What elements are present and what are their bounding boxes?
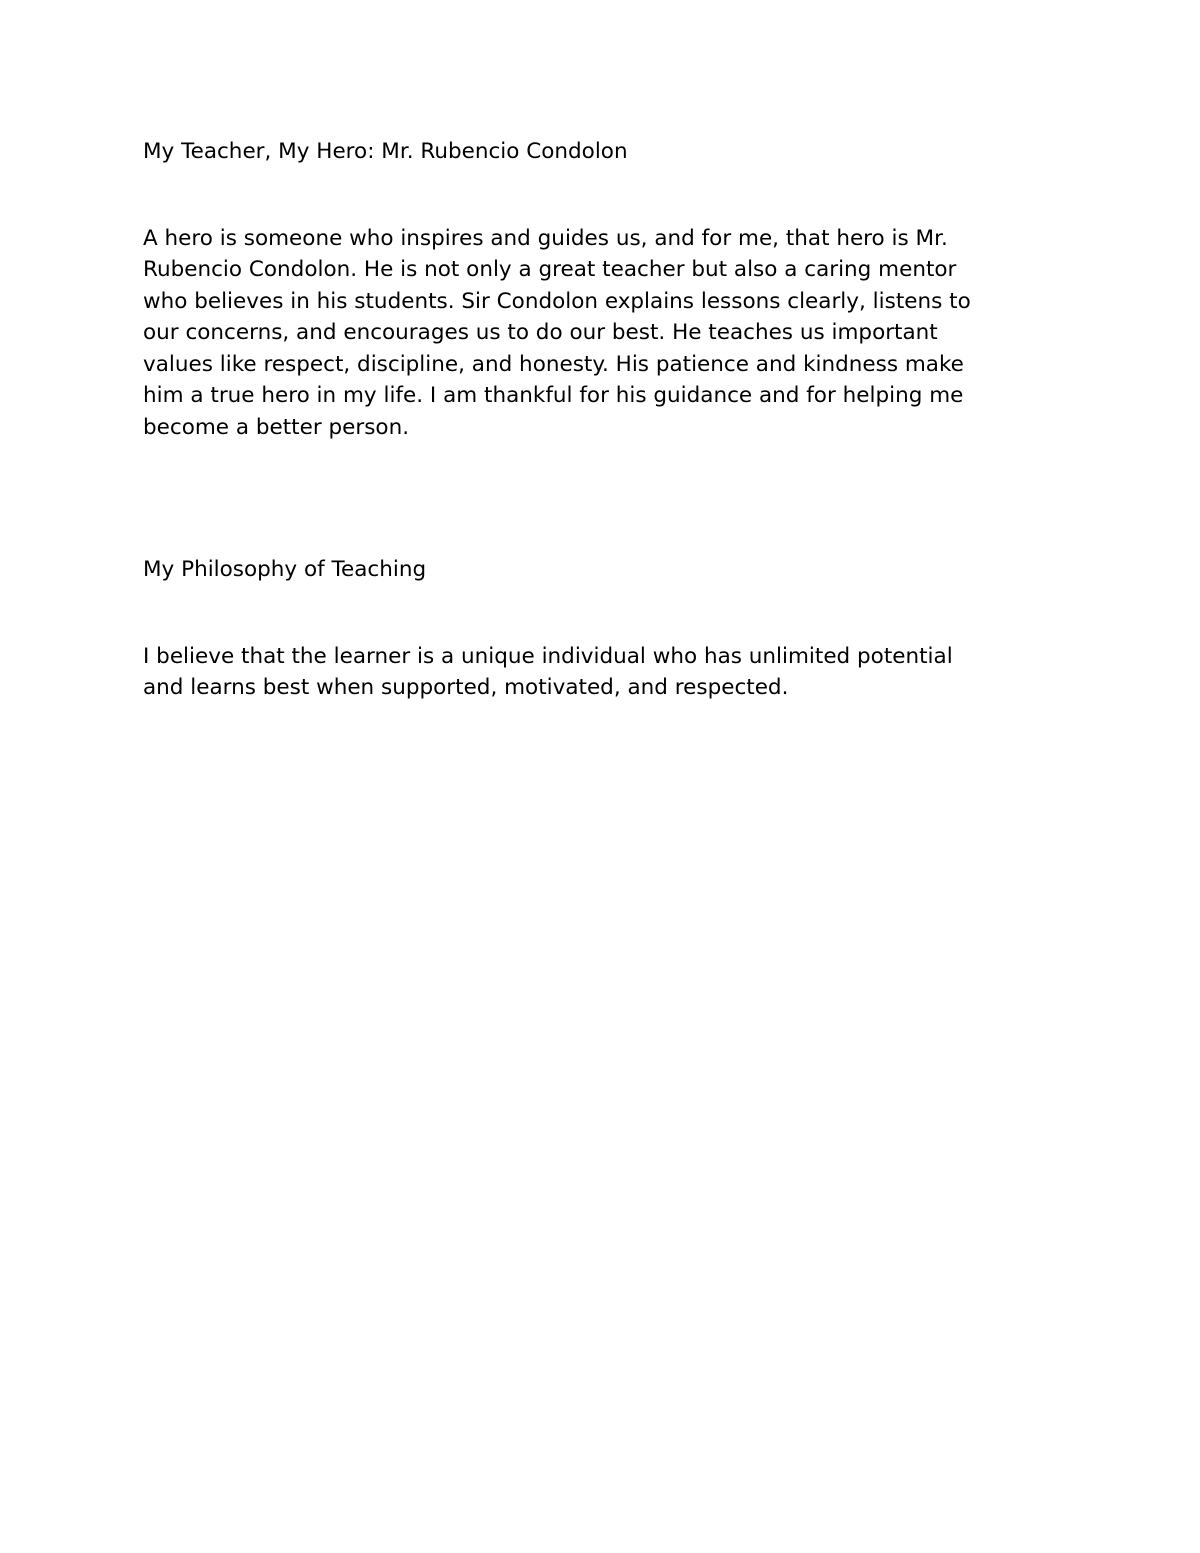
paragraph-teacher-hero	[143, 223, 1063, 444]
spacer	[143, 586, 1063, 641]
paragraph-line: become a better person.	[143, 414, 410, 440]
paragraph-line: Rubencio Condolon. He is not only a great teacher but also a caring mentor	[143, 257, 957, 282]
paragraph-line: I believe that the learner is a unique individual who has unlimited potential	[143, 643, 953, 669]
paragraph-line: A hero is someone who inspires and guides us, and for me, that hero is Mr.	[143, 225, 948, 251]
paragraph-philosophy	[143, 641, 1063, 704]
paragraph-line: and learns best when supported, motivated, and respected.	[143, 675, 789, 700]
paragraph-line: who believes in his students. Sir Condolon explains lessons clearly, listens to	[143, 288, 971, 314]
paragraph-line: values like respect, discipline, and honesty. His patience and kindness make	[143, 351, 964, 377]
spacer	[143, 443, 1063, 554]
paragraph-line: our concerns, and encourages us to do our best. He teaches us important	[143, 320, 938, 345]
spacer	[143, 168, 1063, 223]
section-title-philosophy: My Philosophy of Teaching	[143, 557, 427, 582]
section-title-teacher-hero: My Teacher, My Hero: Mr. Rubencio Condolon	[143, 139, 628, 164]
paragraph-line: him a true hero in my life. I am thankful for his guidance and for helping me	[143, 383, 964, 408]
document-body	[143, 136, 1063, 704]
